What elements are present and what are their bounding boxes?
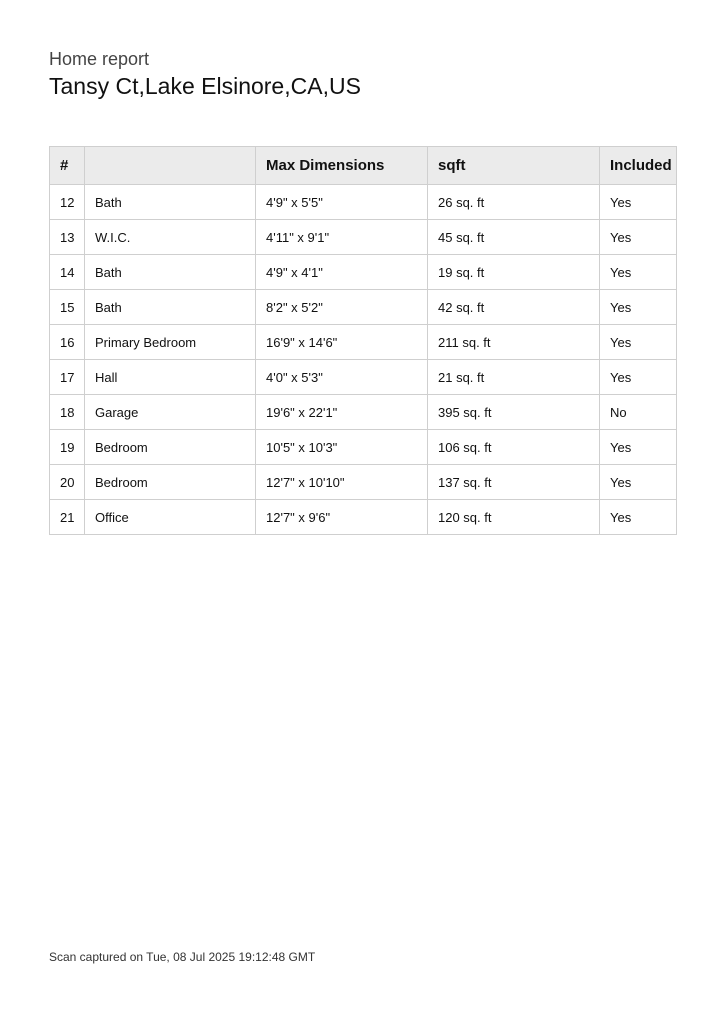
cell-room: Bath bbox=[85, 290, 256, 325]
cell-room: W.I.C. bbox=[85, 220, 256, 255]
cell-included: No bbox=[600, 395, 677, 430]
cell-room: Bedroom bbox=[85, 465, 256, 500]
cell-sqft: 120 sq. ft bbox=[428, 500, 600, 535]
table-row bbox=[50, 325, 677, 360]
table-row bbox=[50, 430, 677, 465]
cell-sqft: 42 sq. ft bbox=[428, 290, 600, 325]
table-row bbox=[50, 220, 677, 255]
report-subtitle: Home report bbox=[49, 49, 150, 69]
rooms-table bbox=[49, 146, 677, 535]
cell-sqft: 395 sq. ft bbox=[428, 395, 600, 430]
cell-dimensions: 16'9" x 14'6" bbox=[256, 325, 428, 360]
cell-room: Bedroom bbox=[85, 430, 256, 465]
cell-included: Yes bbox=[600, 360, 677, 395]
cell-dimensions: 4'9" x 4'1" bbox=[256, 255, 428, 290]
cell-sqft: 21 sq. ft bbox=[428, 360, 600, 395]
cell-dimensions: 4'11" x 9'1" bbox=[256, 220, 428, 255]
column-header-room bbox=[85, 147, 256, 185]
cell-sqft: 106 sq. ft bbox=[428, 430, 600, 465]
cell-number: 17 bbox=[50, 360, 85, 395]
cell-included: Yes bbox=[600, 185, 677, 220]
cell-included: Yes bbox=[600, 290, 677, 325]
cell-sqft: 137 sq. ft bbox=[428, 465, 600, 500]
column-header-included: Included bbox=[600, 147, 677, 185]
cell-dimensions: 4'9" x 5'5" bbox=[256, 185, 428, 220]
column-header-number: # bbox=[50, 147, 85, 185]
cell-number: 14 bbox=[50, 255, 85, 290]
cell-room: Bath bbox=[85, 185, 256, 220]
table-row bbox=[50, 290, 677, 325]
table-row bbox=[50, 360, 677, 395]
table-row bbox=[50, 465, 677, 500]
cell-dimensions: 19'6" x 22'1" bbox=[256, 395, 428, 430]
cell-sqft: 26 sq. ft bbox=[428, 185, 600, 220]
cell-included: Yes bbox=[600, 255, 677, 290]
cell-dimensions: 10'5" x 10'3" bbox=[256, 430, 428, 465]
column-header-max-dimensions: Max Dimensions bbox=[256, 147, 428, 185]
cell-number: 16 bbox=[50, 325, 85, 360]
cell-room: Hall bbox=[85, 360, 256, 395]
page-title: Tansy Ct,Lake Elsinore,CA,US bbox=[49, 73, 361, 99]
cell-included: Yes bbox=[600, 325, 677, 360]
table-row bbox=[50, 395, 677, 430]
table-row bbox=[50, 255, 677, 290]
cell-dimensions: 12'7" x 9'6" bbox=[256, 500, 428, 535]
cell-number: 21 bbox=[50, 500, 85, 535]
cell-number: 12 bbox=[50, 185, 85, 220]
cell-room: Primary Bedroom bbox=[85, 325, 256, 360]
cell-sqft: 45 sq. ft bbox=[428, 220, 600, 255]
cell-room: Office bbox=[85, 500, 256, 535]
cell-number: 15 bbox=[50, 290, 85, 325]
cell-dimensions: 8'2" x 5'2" bbox=[256, 290, 428, 325]
table-header-row bbox=[50, 147, 677, 185]
cell-sqft: 211 sq. ft bbox=[428, 325, 600, 360]
cell-number: 18 bbox=[50, 395, 85, 430]
table-row bbox=[50, 185, 677, 220]
cell-included: Yes bbox=[600, 500, 677, 535]
cell-dimensions: 12'7" x 10'10" bbox=[256, 465, 428, 500]
cell-included: Yes bbox=[600, 220, 677, 255]
cell-room: Garage bbox=[85, 395, 256, 430]
cell-sqft: 19 sq. ft bbox=[428, 255, 600, 290]
cell-dimensions: 4'0" x 5'3" bbox=[256, 360, 428, 395]
cell-number: 20 bbox=[50, 465, 85, 500]
scan-timestamp: Scan captured on Tue, 08 Jul 2025 19:12:48 GMT bbox=[49, 950, 316, 964]
cell-included: Yes bbox=[600, 430, 677, 465]
table-row bbox=[50, 500, 677, 535]
cell-room: Bath bbox=[85, 255, 256, 290]
cell-number: 19 bbox=[50, 430, 85, 465]
column-header-sqft: sqft bbox=[428, 147, 600, 185]
cell-number: 13 bbox=[50, 220, 85, 255]
cell-included: Yes bbox=[600, 465, 677, 500]
